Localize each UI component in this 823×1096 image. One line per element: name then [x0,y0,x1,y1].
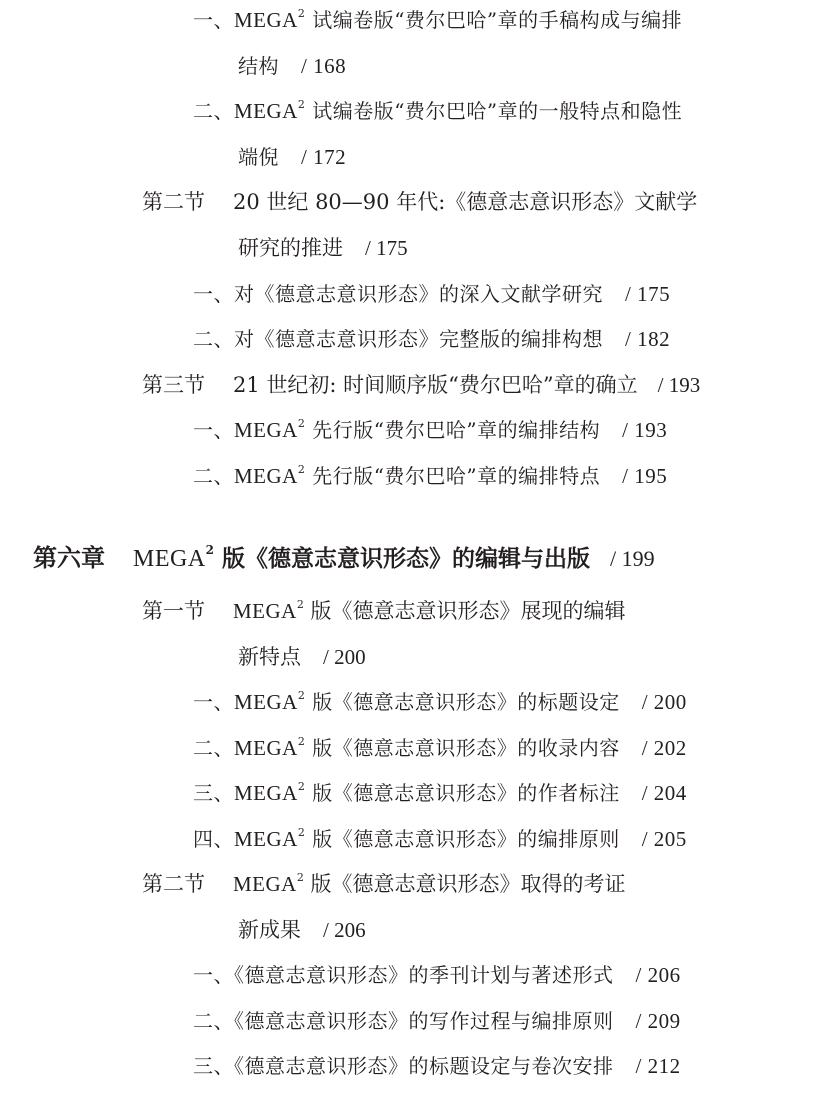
chapter-page: / 199 [610,546,655,571]
entry-label: 一、 [193,963,234,987]
toc-entry[interactable] [193,780,687,805]
entry-title: 《德意志意识形态》的写作过程与编排原则 [234,1009,614,1033]
toc-section[interactable] [142,598,626,623]
entry-page: / 205 [641,827,687,851]
entry-title: 端倪 [238,145,279,169]
entry-page: / 212 [635,1054,681,1078]
section-title: 研究的推进 [238,236,343,260]
entry-page: / 172 [301,145,347,169]
toc-section-continuation[interactable] [238,238,408,259]
toc-section-continuation[interactable] [238,920,366,941]
entry-label: 二、 [193,327,234,351]
entry-title: 版《德意志意识形态》的标题设定 [305,690,620,714]
entry-title: 版《德意志意识形态》的编排原则 [305,827,620,851]
entry-page: / 168 [301,54,347,78]
entry-superscript: 2 [297,689,306,702]
entry-page: / 202 [641,736,687,760]
entry-superscript: 2 [297,7,306,20]
toc-entry-continuation[interactable] [238,56,346,77]
toc-section[interactable] [142,192,697,213]
toc-entry[interactable] [193,463,668,488]
chapter-title: 版《德意志意识形态》的编辑与出版 [214,545,591,572]
toc-entry[interactable] [193,965,681,986]
section-prefix: MEGA [233,599,297,623]
entry-label: 二、 [193,464,234,488]
entry-prefix: MEGA [234,418,298,442]
toc-entry[interactable] [193,1056,681,1077]
entry-title: 对《德意志意识形态》的深入文献学研究 [234,282,603,306]
entry-prefix: MEGA [234,464,298,488]
entry-superscript: 2 [297,735,306,748]
section-page: / 193 [657,373,701,397]
entry-title: 先行版“费尔巴哈”章的编排结构 [305,418,601,442]
entry-title: 结构 [238,54,279,78]
section-label: 第一节 [142,599,205,623]
section-title: 版《德意志意识形态》取得的考证 [303,872,626,896]
toc-entry-continuation[interactable] [238,147,346,168]
entry-title: 《德意志意识形态》的标题设定与卷次安排 [234,1054,614,1078]
entry-title: 《德意志意识形态》的季刊计划与著述形式 [234,963,614,987]
toc-entry[interactable] [193,329,670,350]
section-prefix: MEGA [233,872,297,896]
entry-page: / 182 [625,327,671,351]
entry-title: 试编卷版“费尔巴哈”章的一般特点和隐性 [305,99,683,123]
section-page: / 206 [323,918,366,942]
section-label: 第三节 [142,373,205,397]
toc-entry[interactable] [193,1011,681,1032]
entry-prefix: MEGA [234,827,298,851]
chapter-label: 第六章 [33,543,105,572]
entry-title: 版《德意志意识形态》的作者标注 [305,781,620,805]
section-page: / 175 [365,236,408,260]
toc-section-continuation[interactable] [238,647,366,668]
section-superscript: 2 [296,871,304,884]
entry-prefix: MEGA [234,8,298,32]
entry-title: 试编卷版“费尔巴哈”章的手稿构成与编排 [305,8,683,32]
entry-title: 版《德意志意识形态》的收录内容 [305,736,620,760]
section-page: / 200 [323,645,366,669]
entry-page: / 204 [641,781,687,805]
entry-superscript: 2 [297,826,306,839]
entry-superscript: 2 [297,780,306,793]
toc-chapter[interactable] [33,543,655,572]
section-title: 20 世纪 80—90 年代:《德意志意识形态》文献学 [233,190,698,214]
toc-entry[interactable] [193,98,683,123]
section-title: 新特点 [238,645,301,669]
toc-entry[interactable] [193,417,668,442]
toc-entry[interactable] [193,689,687,714]
entry-label: 二、 [193,99,234,123]
toc-entry[interactable] [193,284,670,305]
section-label: 第二节 [142,872,205,896]
entry-page: / 209 [635,1009,681,1033]
entry-label: 一、 [193,282,234,306]
section-title: 新成果 [238,918,301,942]
toc-entry[interactable] [193,7,683,32]
entry-title: 先行版“费尔巴哈”章的编排特点 [305,464,601,488]
entry-label: 一、 [193,418,234,442]
entry-superscript: 2 [297,98,306,111]
toc-section[interactable] [142,871,626,896]
entry-superscript: 2 [297,463,306,476]
entry-page: / 206 [635,963,681,987]
section-title: 版《德意志意识形态》展现的编辑 [303,599,626,623]
entry-prefix: MEGA [234,736,298,760]
toc-entry[interactable] [193,735,687,760]
chapter-superscript: 2 [205,543,215,557]
toc-section[interactable] [142,375,700,396]
entry-title: 对《德意志意识形态》完整版的编排构想 [234,327,603,351]
section-title: 21 世纪初: 时间顺序版“费尔巴哈”章的确立 [233,373,638,397]
entry-label: 二、 [193,736,234,760]
section-label: 第二节 [142,190,205,214]
entry-superscript: 2 [297,417,306,430]
entry-label: 二、 [193,1009,234,1033]
toc-entry[interactable] [193,826,687,851]
entry-prefix: MEGA [234,690,298,714]
chapter-prefix: MEGA [133,546,206,572]
entry-prefix: MEGA [234,781,298,805]
entry-label: 四、 [193,827,234,851]
entry-label: 三、 [193,1054,234,1078]
entry-page: / 200 [641,690,687,714]
entry-label: 三、 [193,781,234,805]
entry-page: / 195 [622,464,668,488]
entry-page: / 193 [622,418,668,442]
entry-label: 一、 [193,8,234,32]
entry-page: / 175 [625,282,671,306]
section-superscript: 2 [296,598,304,611]
entry-prefix: MEGA [234,99,298,123]
entry-label: 一、 [193,690,234,714]
